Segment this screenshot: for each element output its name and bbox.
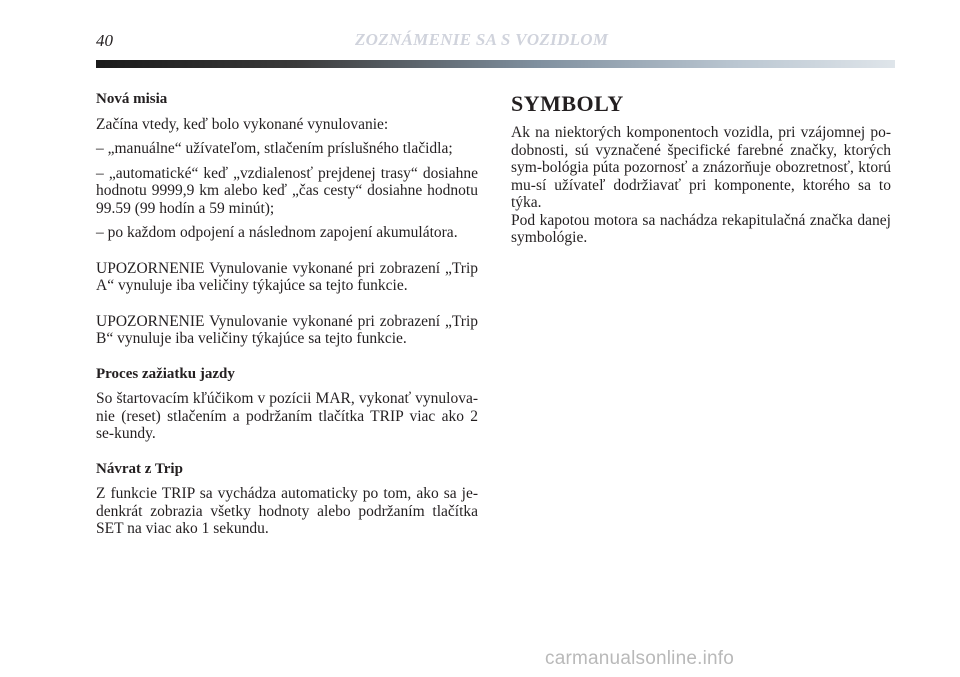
list-item: – „manuálne“ užívateľom, stlačením príslušného tlačidla; <box>96 140 453 157</box>
left-column <box>96 91 478 538</box>
navrat-text: Z funkcie TRIP sa vychádza automaticky po tom, ako sa je-denkrát zobrazia všetky hodnoty alebo podržaním tlačítka SET na viac ako 1 sekundu. <box>96 485 478 537</box>
watermark: carmanualsonline.info <box>545 648 735 669</box>
heading-navrat: Návrat z Trip <box>96 460 183 477</box>
list-item: – po každom odpojení a následnom zapojení akumulátora. <box>96 224 458 241</box>
header-divider <box>96 60 895 68</box>
symboly-paragraph-1: Ak na niektorých komponentoch vozidla, pri vzájomnej po-dobnosti, sú vyznačené špecifické farebné značky, ktorých sym-bológia púta pozornosť a znázorňuje obozretnosť, ktorú mu-sí užívateľ dodržiavať pri komponente, ktorého sa to týka. <box>511 124 891 211</box>
right-column <box>511 91 891 247</box>
heading-proces: Proces zažiatku jazdy <box>96 365 235 382</box>
page-header <box>0 0 960 70</box>
heading-nova-misia: Nová misia <box>96 91 168 107</box>
warning-trip-a: UPOZORNENIE Vynulovanie vykonané pri zobrazení „Trip A“ vynuluje iba veličiny týkajúce sa tejto funkcie. <box>96 259 478 294</box>
proces-text: So štartovacím kľúčikom v pozícii MAR, vykonať vynulova-nie (reset) stlačením a podržaním tlačítka TRIP viac ako 2 se-kundy. <box>96 390 478 442</box>
symboly-paragraph-2: Pod kapotou motora sa nachádza rekapitulačná značka danej symbológie. <box>511 211 891 246</box>
warning-trip-b: UPOZORNENIE Vynulovanie vykonané pri zobrazení „Trip B“ vynuluje iba veličiny týkajúce sa tejto funkcie. <box>96 312 478 347</box>
heading-symboly: SYMBOLY <box>511 91 624 116</box>
section-title: ZOZNÁMENIE SA S VOZIDLOM <box>355 30 609 49</box>
nova-misia-intro: Začína vtedy, keď bolo vykonané vynulovanie: <box>96 115 389 133</box>
list-item: – „automatické“ keď „vzdialenosť prejdenej trasy“ dosiahne hodnotu 9999,9 km alebo keď „čas cesty“ dosiahne hodnotu 99.59 (99 hodín a 59 minút); <box>96 164 478 217</box>
page-number: 40 <box>96 31 113 50</box>
